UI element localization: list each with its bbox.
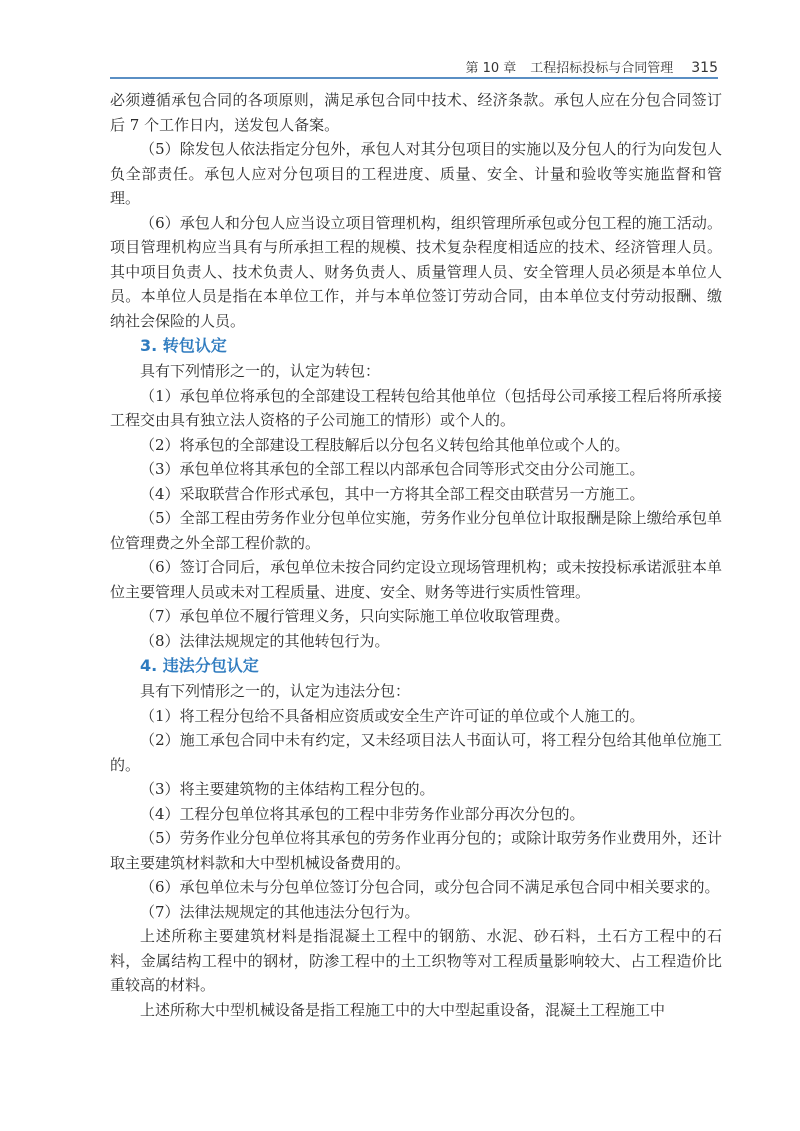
paragraph: 上述所称大中型机械设备是指工程施工中的大中型起重设备，混凝土工程施工中 — [140, 1000, 666, 1019]
section-heading: 3. 转包认定 — [140, 336, 227, 355]
paragraph: （5）除发包人依法指定分包外，承包人对其分包项目的实施以及分包人的行为向发包人负全部责任。承包人应对分包项目的工程进度、质量、安全、计量和验收等实施监督和管理。 — [110, 140, 722, 207]
paragraph: （7）承包单位不履行管理义务，只向实际施工单位收取管理费。 — [140, 607, 570, 625]
paragraph: （4）工程分包单位将其承包的工程中非劳务作业部分再次分包的。 — [140, 804, 585, 823]
paragraph: 上述所称主要建筑材料是指混凝土工程中的钢筋、水泥、砂石料，土石方工程中的石料，金属结构工程中的钢材，防渗工程中的土工织物等对工程质量影响较大、占工程造价比重较高的材料。 — [110, 927, 722, 994]
section-heading: 4. 违法分包认定 — [140, 656, 259, 675]
paragraph: 具有下列情形之一的，认定为违法分包： — [140, 682, 411, 700]
paragraph: （8）法律法规规定的其他转包行为。 — [140, 631, 390, 650]
paragraph: （3）将主要建筑物的主体结构工程分包的。 — [140, 780, 435, 798]
paragraph: （4）采取联营合作形式承包，其中一方将其全部工程交由联营另一方施工。 — [140, 484, 645, 503]
paragraph: （5）劳务作业分包单位将其承包的劳务作业再分包的；或除计取劳务作业费用外，还计取主要建筑材料款和大中型机械设备费用的。 — [110, 829, 722, 872]
paragraph: （6）承包单位未与分包单位签订分包合同，或分包合同不满足承包合同中相关要求的。 — [140, 878, 720, 896]
paragraph: （1）将工程分包给不具备相应资质或安全生产许可证的单位或个人施工的。 — [140, 706, 645, 725]
page-body — [110, 88, 722, 1022]
paragraph: （2）将承包的全部建设工程肢解后以分包名义转包给其他单位或个人的。 — [140, 435, 630, 454]
paragraph: （6）签订合同后，承包单位未按合同约定设立现场管理机构；或未按投标承诺派驻本单位主要管理人员或未对工程质量、进度、安全、财务等进行实质性管理。 — [110, 558, 722, 601]
paragraph: （7）法律法规规定的其他违法分包行为。 — [140, 902, 420, 921]
paragraph: 必须遵循承包合同的各项原则，满足承包合同中技术、经济条款。承包人应在分包合同签订后 7 个工作日内，送发包人备案。 — [110, 91, 722, 134]
paragraph: （5）全部工程由劳务作业分包单位实施，劳务作业分包单位计取报酬是除上缴给承包单位管理费之外全部工程价款的。 — [110, 509, 722, 552]
paragraph: 具有下列情形之一的，认定为转包： — [140, 362, 381, 380]
paragraph: （1）承包单位将承包的全部建设工程转包给其他单位（包括母公司承接工程后将所承接工程交由具有独立法人资格的子公司施工的情形）或个人的。 — [110, 386, 722, 429]
header-divider — [110, 77, 718, 79]
paragraph: （6）承包人和分包人应当设立项目管理机构，组织管理所承包或分包工程的施工活动。项目管理机构应当具有与所承担工程的规模、技术复杂程度相适应的技术、经济管理人员。其中项目负责人、技术负责人、财务负责人、质量管理人员、安全管理人员必须是本单位人员。本单位人员是指在本单位工作，并与本单位签订劳动合同，由本单位支付劳动报酬、缴纳社会保险的人员。 — [110, 213, 722, 330]
chapter-title: 工程招标投标与合同管理 — [530, 61, 674, 76]
paragraph: （3）承包单位将其承包的全部工程以内部承包合同等形式交由分公司施工。 — [140, 460, 645, 478]
page-header — [110, 50, 718, 76]
paragraph: （2）施工承包合同中未有约定，又未经项目法人书面认可，将工程分包给其他单位施工的。 — [110, 731, 722, 774]
chapter-label: 第 10 章 — [465, 61, 517, 76]
page-number: 315 — [691, 60, 718, 76]
